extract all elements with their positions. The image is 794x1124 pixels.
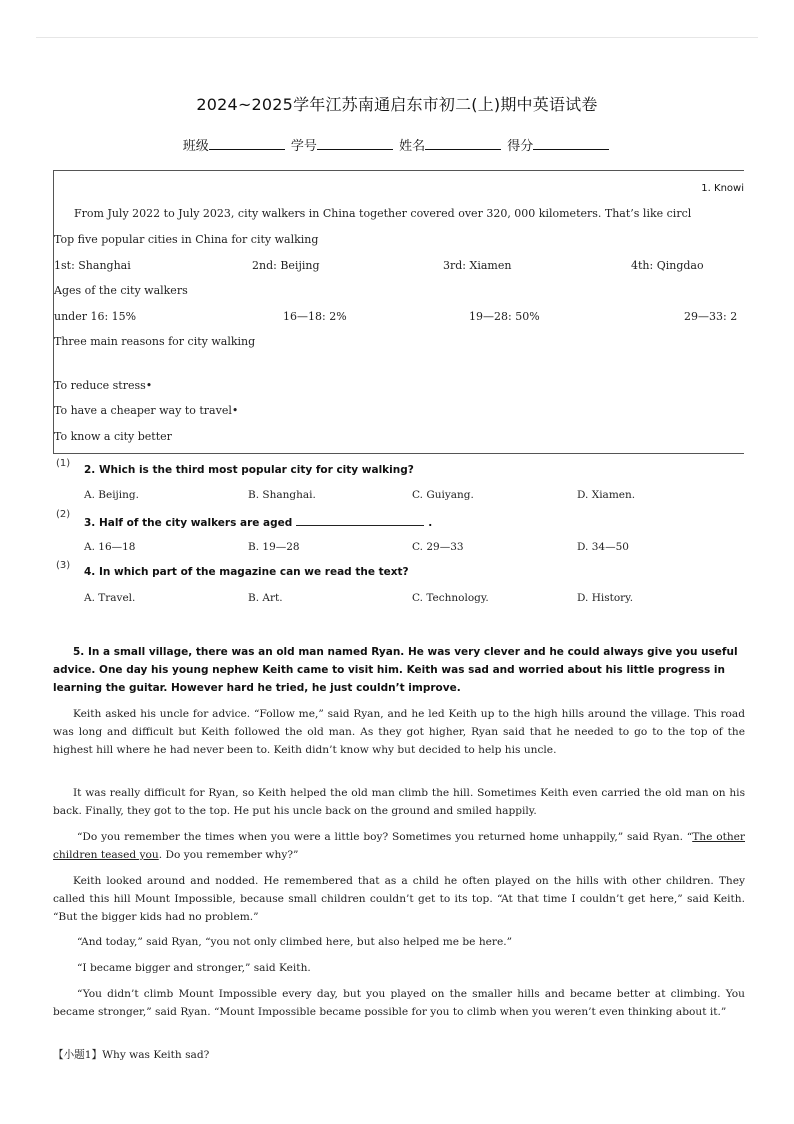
reason-3: To know a city better [54, 430, 172, 443]
story-paragraph-6: “I became bigger and stronger,” said Keith. [77, 962, 311, 974]
passage-2-intro [53, 643, 743, 697]
story-paragraph-5: “And today,” said Ryan, “you not only climbed here, but also helped me be here.” [77, 936, 513, 948]
class-blank[interactable] [209, 137, 285, 150]
student-id-blank[interactable] [317, 137, 393, 150]
city-rank-3: 3rd: Xiamen [443, 259, 512, 272]
story-paragraph-2: It was really difficult for Ryan, so Keith helped the old man climb the hill. Sometimes Keith even carried the old man on his back. Finally, they got to the top. He put his uncle back on the ground and smiled happily. [53, 787, 745, 817]
age-group-3: 19—28: 50% [469, 310, 540, 323]
story-paragraph-4: Keith looked around and nodded. He remembered that as a child he often played on the hills with other children. They called this hill Mount Impossible, because small children couldn’t get to its top. “At that time I couldn’t get here,” said Keith. “But the bigger kids had no problem.” [53, 875, 745, 923]
option-c[interactable]: C. Guiyang. [412, 489, 474, 501]
ages-title: Ages of the city walkers [54, 284, 188, 297]
reason-1: To reduce stress• [54, 379, 153, 392]
option-b[interactable]: B. Shanghai. [248, 489, 316, 501]
city-rank-2: 2nd: Beijing [252, 259, 320, 272]
name-blank[interactable] [425, 137, 501, 150]
option-d[interactable]: D. 34—50 [577, 541, 629, 553]
city-rank-4: 4th: Qingdao [631, 259, 704, 272]
reason-2: To have a cheaper way to travel• [54, 404, 239, 417]
story-paragraph-1: Keith asked his uncle for advice. “Follow me,” said Ryan, and he led Keith up to the high hills around the village. This road was long and difficult but Keith followed the old man. As they got higher, Ryan said that he needed to go to the top of the highest hill where he had never been to. Keith didn’t know why but decided to help his uncle. [53, 708, 745, 756]
exam-title: 2024~2025学年江苏南通启东市初二(上)期中英语试卷 [196, 95, 598, 114]
sub-question-1: 【小题1】Why was Keith sad? [53, 1049, 210, 1061]
top-divider [36, 37, 758, 38]
question-text-start: 3. Half of the city walkers are aged [84, 517, 293, 529]
cities-title: Top five popular cities in China for city walking [54, 233, 319, 246]
option-c[interactable]: C. 29—33 [412, 541, 464, 553]
question-text [84, 515, 432, 529]
question-text-end: . [428, 517, 433, 529]
question-number: (1) [56, 458, 71, 469]
option-a[interactable]: A. Travel. [84, 592, 136, 604]
passage-intro: From July 2022 to July 2023, city walkers in China together covered over 320, 000 kilometers. That’s like circl [74, 207, 692, 220]
class-label: 班级 [182, 139, 209, 154]
option-c[interactable]: C. Technology. [412, 592, 489, 604]
city-rank-1: 1st: Shanghai [54, 259, 131, 272]
passage-heading: 1. Knowi [701, 183, 744, 194]
option-b[interactable]: B. 19—28 [248, 541, 300, 553]
name-label: 姓名 [399, 139, 426, 154]
reading-passage-box [53, 170, 744, 454]
option-d[interactable]: D. History. [577, 592, 634, 604]
student-info-line [0, 135, 794, 154]
intro-line: learning the guitar. However hard he tried, he just couldn’t improve. [53, 682, 461, 694]
option-a[interactable]: A. 16—18 [84, 541, 136, 553]
paragraph-3-end: . Do you remember why?” [158, 849, 299, 861]
score-blank[interactable] [533, 137, 609, 150]
age-group-2: 16—18: 2% [283, 310, 347, 323]
student-id-label: 学号 [290, 139, 317, 154]
option-a[interactable]: A. Beijing. [84, 489, 139, 501]
age-group-4: 29—33: 2 [684, 310, 738, 323]
story-paragraph-7: “You didn’t climb Mount Impossible every day, but you played on the smaller hills and became better at climbing. You became stronger,” said Ryan. “Mount Impossible became possible for you to climb when you weren’t even thinking about it.” [53, 988, 745, 1018]
story-paragraph-3 [53, 828, 745, 864]
score-label: 得分 [507, 139, 534, 154]
option-b[interactable]: B. Art. [248, 592, 283, 604]
question-number: (2) [56, 509, 71, 520]
reasons-title: Three main reasons for city walking [54, 335, 256, 348]
option-d[interactable]: D. Xiamen. [577, 489, 636, 501]
age-group-1: under 16: 15% [54, 310, 137, 323]
answer-blank[interactable] [296, 515, 424, 526]
intro-line: advice. One day his young nephew Keith came to visit him. Keith was sad and worried about his little progress in [53, 664, 726, 676]
underlined-sentence: The other children teased you [53, 831, 745, 861]
paragraph-3-start: “Do you remember the times when you were a little boy? Sometimes you returned home unhappily,” said Ryan. “ [77, 831, 693, 843]
question-text: 2. Which is the third most popular city for city walking? [84, 464, 414, 476]
intro-line: 5. In a small village, there was an old man named Ryan. He was very clever and he could always give you useful [73, 646, 738, 658]
question-number: (3) [56, 560, 71, 571]
question-text: 4. In which part of the magazine can we read the text? [84, 566, 409, 578]
